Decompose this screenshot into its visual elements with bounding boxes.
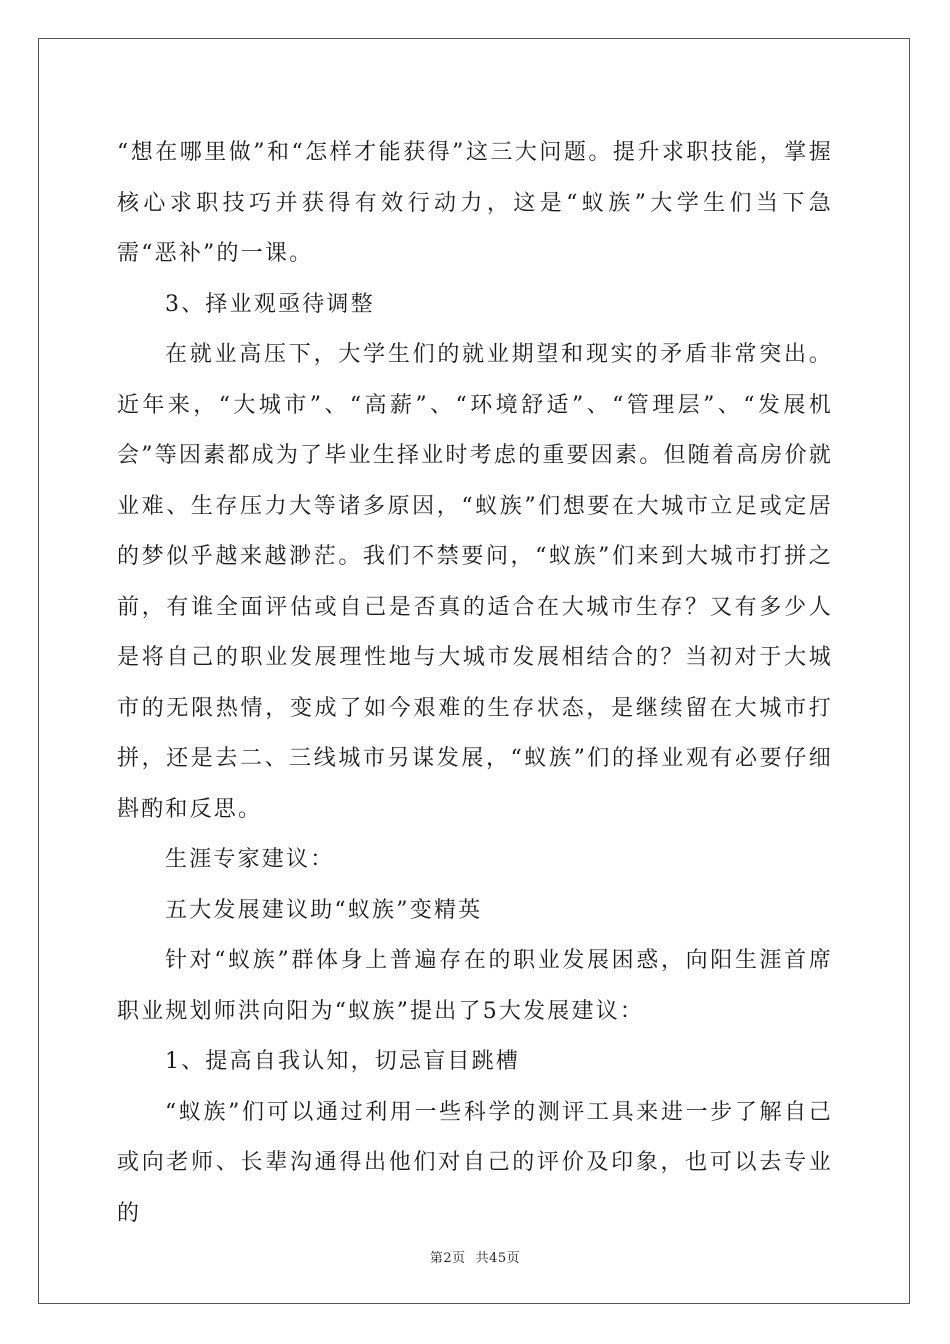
paragraph-6: 针对“蚁族”群体身上普遍存在的职业发展困惑，向阳生涯首席职业规划师洪向阳为“蚁族”提出了5大发展建议： <box>117 948 833 1024</box>
page-footer <box>0 1247 950 1266</box>
heading-3-career-view: 3、择业观亟待调整 <box>165 291 375 317</box>
heading-1-self-awareness: 1、提高自我认知，切忌盲目跳槽 <box>165 1049 520 1074</box>
heading-expert-advice: 生涯专家建议： <box>165 847 335 872</box>
paragraph-1: “想在哪里做”和“怎样才能获得”这三大问题。提升求职技能，掌握核心求职技巧并获得有效行动力，这是“蚁族”大学生们当下急需“恶补”的一课。 <box>117 140 833 266</box>
heading-five-suggestions: 五大发展建议助“蚁族”变精英 <box>165 897 483 923</box>
paragraph-8: “蚁族”们可以通过利用一些科学的测评工具来进一步了解自己或向老师、长辈沟通得出他们对自己的评价及印象，也可以去专业的 <box>117 1099 833 1226</box>
document-body <box>117 128 833 1239</box>
page-total: 共45页 <box>475 1251 521 1266</box>
paragraph-3: 在就业高压下，大学生们的就业期望和现实的矛盾非常突出。近年来，“大城市”、“高薪”、“环境舒适”、“管理层”、“发展机会”等因素都成为了毕业生择业时考虑的重要因素。但随着高房价就业难、生存压力大等诸多原因，“蚁族”们想要在大城市立足或定居的梦似乎越来越渺茫。我们不禁要问，“蚁族”们来到大城市打拼之前，有谁全面评估或自己是否真的适合在大城市生存？又有多少人是将自己的职业发展理性地与大城市发展相结合的？当初对于大城市的无限热情，变成了如今艰难的生存状态，是继续留在大城市打拼，还是去二、三线城市另谋发展，“蚁族”们的择业观有必要仔细斟酌和反思。 <box>117 342 833 822</box>
page-number: 第2页 <box>429 1251 466 1266</box>
